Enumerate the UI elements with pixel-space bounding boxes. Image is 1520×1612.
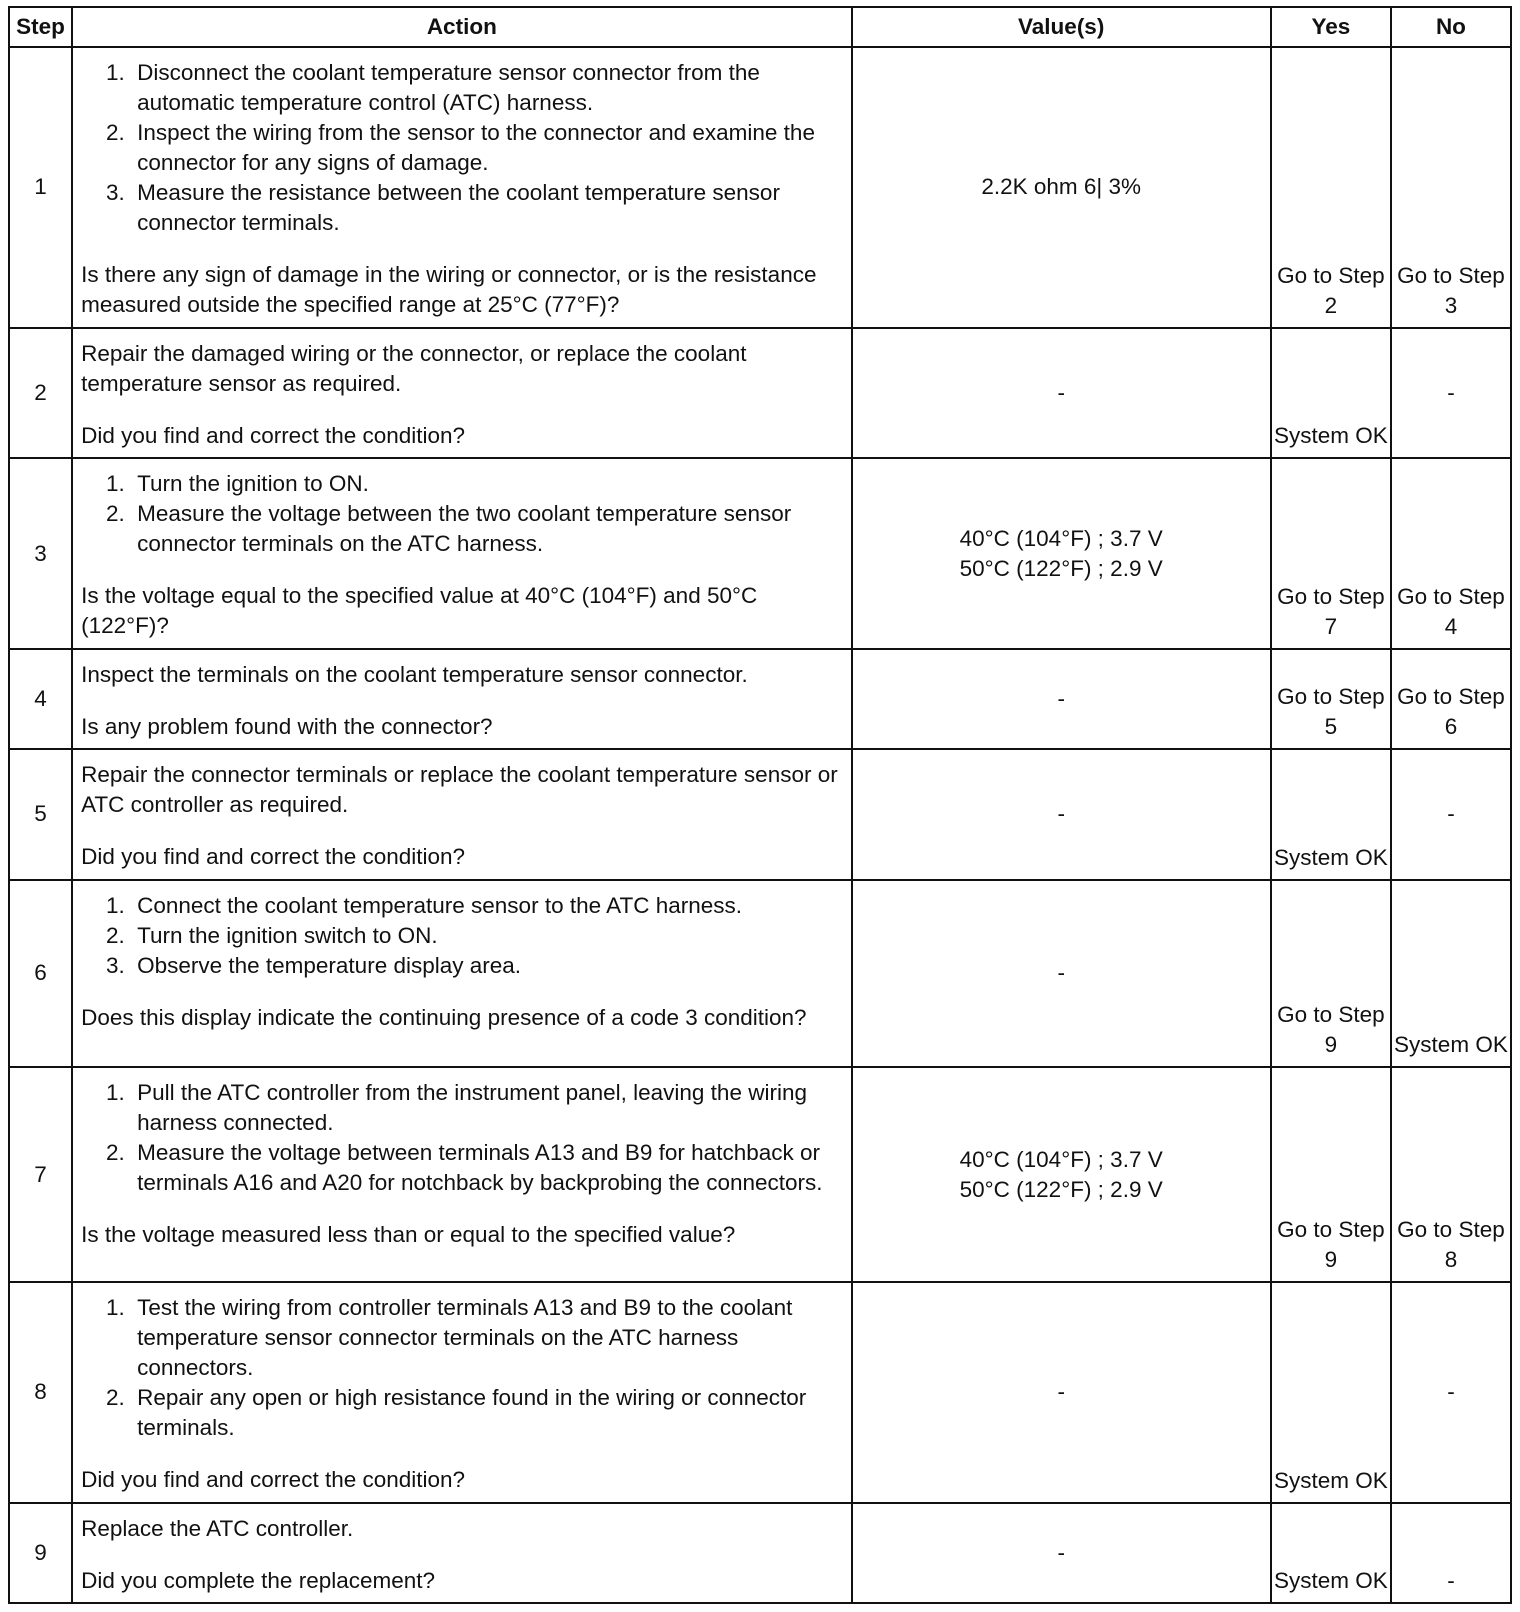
value-line: - [1057, 801, 1065, 827]
value-line: 50°C (122°F) ; 2.9 V [959, 1176, 1163, 1202]
action-cell [72, 880, 851, 1068]
value-line: - [1057, 1379, 1065, 1405]
value-cell [852, 1282, 1271, 1503]
question-text: Is the voltage equal to the specified value at 40°C (104°F) and 50°C (122°F)? [81, 583, 758, 639]
table-row [9, 47, 1511, 328]
step-number: 5 [9, 749, 72, 879]
action-text: Repair the connector terminals or replace the coolant temperature sensor or ATC controller as required. [81, 762, 838, 818]
question-text: Did you find and correct the condition? [81, 422, 466, 448]
no-cell: Go to Step 8 [1391, 1067, 1511, 1282]
yes-cell: System OK [1271, 749, 1391, 879]
action-text: Repair the damaged wiring or the connector, or replace the coolant temperature sensor as required. [81, 340, 747, 396]
table-row [9, 1067, 1511, 1282]
no-cell: - [1391, 1282, 1511, 1503]
table-row [9, 458, 1511, 649]
substep: 1. Test the wiring from controller terminals A13 and B9 to the coolant temperature sensor connector terminals on the ATC harness connectors. [131, 1293, 840, 1383]
substep: 1. Disconnect the coolant temperature sensor connector from the automatic temperature control (ATC) harness. [131, 58, 840, 118]
question-text: Is any problem found with the connector? [81, 713, 493, 739]
table-row [9, 1282, 1511, 1503]
value-line: 50°C (122°F) ; 2.9 V [959, 555, 1163, 581]
header-row [9, 7, 1511, 47]
value-cell [852, 749, 1271, 879]
table-row [9, 328, 1511, 458]
substep: 3. Observe the temperature display area. [131, 951, 840, 981]
no-cell: System OK [1391, 880, 1511, 1068]
no-cell: Go to Step 3 [1391, 47, 1511, 328]
value-line: 40°C (104°F) ; 3.7 V [959, 525, 1163, 551]
step-number: 3 [9, 458, 72, 649]
table-row [9, 649, 1511, 749]
no-cell: - [1391, 328, 1511, 458]
yes-cell: Go to Step 2 [1271, 47, 1391, 328]
value-cell [852, 47, 1271, 328]
yes-cell: Go to Step 9 [1271, 880, 1391, 1068]
substep: 2. Measure the voltage between terminals A13 and B9 for hatchback or terminals A16 and A20 for notchback by backprobing the connectors. [131, 1138, 840, 1198]
value-line: - [1057, 380, 1065, 406]
substep: 1. Pull the ATC controller from the instrument panel, leaving the wiring harness connected. [131, 1078, 840, 1138]
value-cell [852, 458, 1271, 649]
header-no: No [1391, 7, 1511, 47]
question-text: Is the voltage measured less than or equal to the specified value? [81, 1222, 736, 1248]
action-cell [72, 1067, 851, 1282]
value-cell [852, 880, 1271, 1068]
step-number: 4 [9, 649, 72, 749]
action-cell [72, 749, 851, 879]
substep: 1. Connect the coolant temperature sensor to the ATC harness. [131, 891, 840, 921]
substep: 2. Repair any open or high resistance found in the wiring or connector terminals. [131, 1383, 840, 1443]
step-number: 9 [9, 1503, 72, 1603]
step-number: 6 [9, 880, 72, 1068]
table-row [9, 749, 1511, 879]
no-cell: - [1391, 749, 1511, 879]
value-cell [852, 1067, 1271, 1282]
action-cell [72, 458, 851, 649]
yes-cell: Go to Step 7 [1271, 458, 1391, 649]
diagnostic-table [8, 6, 1512, 1604]
substep: 2. Turn the ignition switch to ON. [131, 921, 840, 951]
yes-cell: Go to Step 9 [1271, 1067, 1391, 1282]
yes-cell: Go to Step 5 [1271, 649, 1391, 749]
question-text: Did you find and correct the condition? [81, 844, 466, 870]
action-cell [72, 328, 851, 458]
substep: 2. Inspect the wiring from the sensor to the connector and examine the connector for any signs of damage. [131, 118, 840, 178]
no-cell: Go to Step 6 [1391, 649, 1511, 749]
substep-list [81, 58, 840, 238]
header-step: Step [9, 7, 72, 47]
substep: 3. Measure the resistance between the coolant temperature sensor connector terminals. [131, 178, 840, 238]
value-cell [852, 1503, 1271, 1603]
action-cell [72, 47, 851, 328]
header-values: Value(s) [852, 7, 1271, 47]
value-line: - [1057, 1539, 1065, 1565]
question-text: Did you find and correct the condition? [81, 1466, 466, 1492]
header-action: Action [72, 7, 851, 47]
question-text: Does this display indicate the continuing presence of a code 3 condition? [81, 1004, 807, 1030]
substep-list [81, 1293, 840, 1443]
step-number: 2 [9, 328, 72, 458]
action-cell [72, 1282, 851, 1503]
substep: 1. Turn the ignition to ON. [131, 469, 840, 499]
substep: 2. Measure the voltage between the two coolant temperature sensor connector terminals on the ATC harness. [131, 499, 840, 559]
yes-cell: System OK [1271, 1503, 1391, 1603]
no-cell: Go to Step 4 [1391, 458, 1511, 649]
header-yes: Yes [1271, 7, 1391, 47]
action-cell [72, 649, 851, 749]
no-cell: - [1391, 1503, 1511, 1603]
value-cell [852, 328, 1271, 458]
value-line: - [1057, 960, 1065, 986]
step-number: 7 [9, 1067, 72, 1282]
table-row [9, 880, 1511, 1068]
action-text: Replace the ATC controller. [81, 1515, 354, 1541]
substep-list [81, 891, 840, 981]
question-text: Did you complete the replacement? [81, 1567, 436, 1593]
step-number: 1 [9, 47, 72, 328]
value-line: 2.2K ohm 6| 3% [981, 174, 1142, 200]
substep-list [81, 1078, 840, 1198]
value-line: - [1057, 686, 1065, 712]
action-cell [72, 1503, 851, 1603]
value-line: 40°C (104°F) ; 3.7 V [959, 1146, 1163, 1172]
table-row [9, 1503, 1511, 1603]
action-text: Inspect the terminals on the coolant temperature sensor connector. [81, 661, 748, 687]
yes-cell: System OK [1271, 1282, 1391, 1503]
substep-list [81, 469, 840, 559]
question-text: Is there any sign of damage in the wiring or connector, or is the resistance measured outside the specified range at 25°C (77°F)? [81, 262, 817, 317]
value-cell [852, 649, 1271, 749]
yes-cell: System OK [1271, 328, 1391, 458]
step-number: 8 [9, 1282, 72, 1503]
